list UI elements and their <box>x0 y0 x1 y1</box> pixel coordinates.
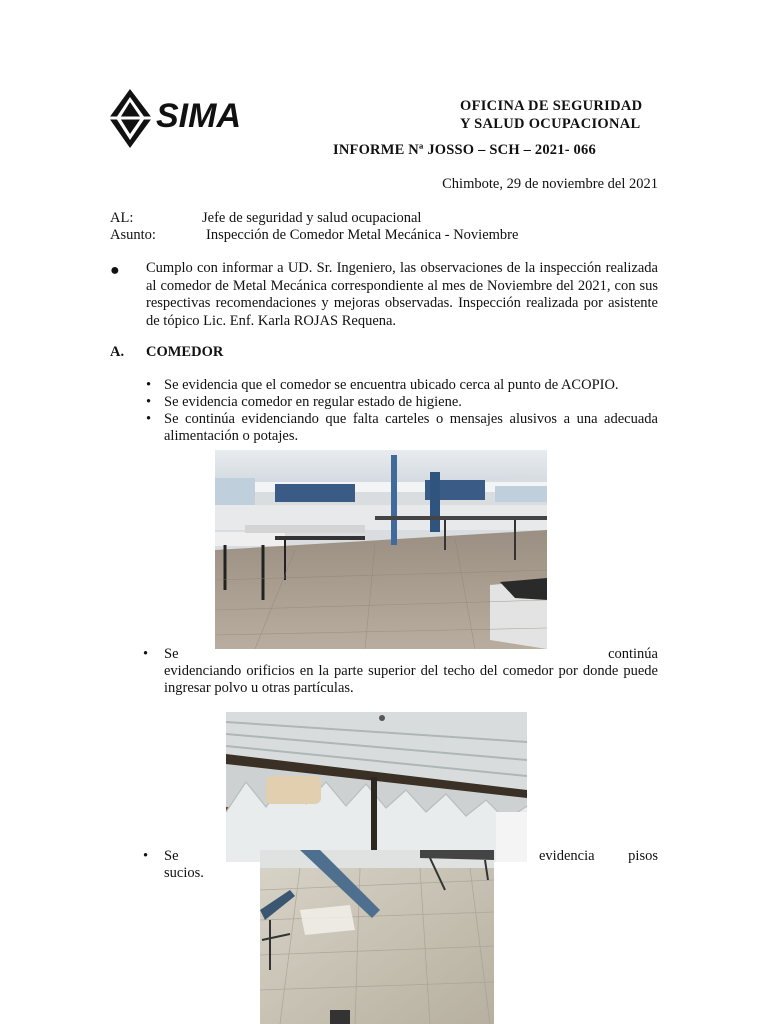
section-letter: A. <box>110 344 125 360</box>
roof-photo <box>226 712 527 862</box>
section-title: COMEDOR <box>146 344 224 360</box>
observation-5-word-2: evidencia <box>539 848 595 864</box>
intro-bullet: ● <box>110 262 120 279</box>
logo-wordmark: SIMA <box>156 97 241 135</box>
observation-bullet: • <box>143 848 149 864</box>
observation-5-word-1: Se <box>164 848 179 864</box>
observation-4-word-2: continúa <box>608 646 658 662</box>
office-title-line2: Y SALUD OCUPACIONAL <box>460 116 641 132</box>
sima-logo <box>108 88 273 150</box>
report-date: Chimbote, 29 de noviembre del 2021 <box>442 176 658 192</box>
sima-diamond-icon <box>108 88 156 150</box>
report-number: INFORME Nª JOSSO – SCH – 2021- 066 <box>333 142 596 158</box>
to-value: Jefe de seguridad y salud ocupacional <box>202 210 422 226</box>
subject-label: Asunto: <box>110 227 156 243</box>
observation-4-word-1: Se <box>164 646 179 662</box>
observation-list <box>146 377 658 445</box>
observation-item: • Se evidencia comedor en regular estado de higiene. <box>146 394 658 411</box>
to-label: AL: <box>110 210 134 226</box>
observation-5-word-3: pisos <box>628 848 658 864</box>
observation-bullet: • <box>143 646 149 662</box>
observation-5-word-4: sucios. <box>164 865 204 881</box>
dining-hall-photo <box>215 450 547 649</box>
intro-paragraph: Cumplo con informar a UD. Sr. Ingeniero, las observaciones de la inspección realizada al comedor de Metal Mecánica correspondiente al mes de Noviembre del 2021, con sus respectivas recomendaciones y mejoras observadas. Inspección realizada por asistente de tópico Lic. Enf. Karla ROJAS Requena. <box>146 260 658 329</box>
observation-item: • Se evidencia que el comedor se encuentra ubicado cerca al punto de ACOPIO. <box>146 377 658 394</box>
observation-item: • Se continúa evidenciando que falta carteles o mensajes alusivos a una adecuada alimentación o potajes. <box>146 411 658 445</box>
observation-4-text: evidenciando orificios en la parte superior del techo del comedor por donde puede ingresar polvo u otras partículas. <box>164 663 658 696</box>
office-title <box>460 97 642 133</box>
floor-photo <box>260 850 494 1024</box>
subject-value: Inspección de Comedor Metal Mecánica - Noviembre <box>206 227 519 243</box>
office-title-line1: OFICINA DE SEGURIDAD <box>460 98 643 114</box>
